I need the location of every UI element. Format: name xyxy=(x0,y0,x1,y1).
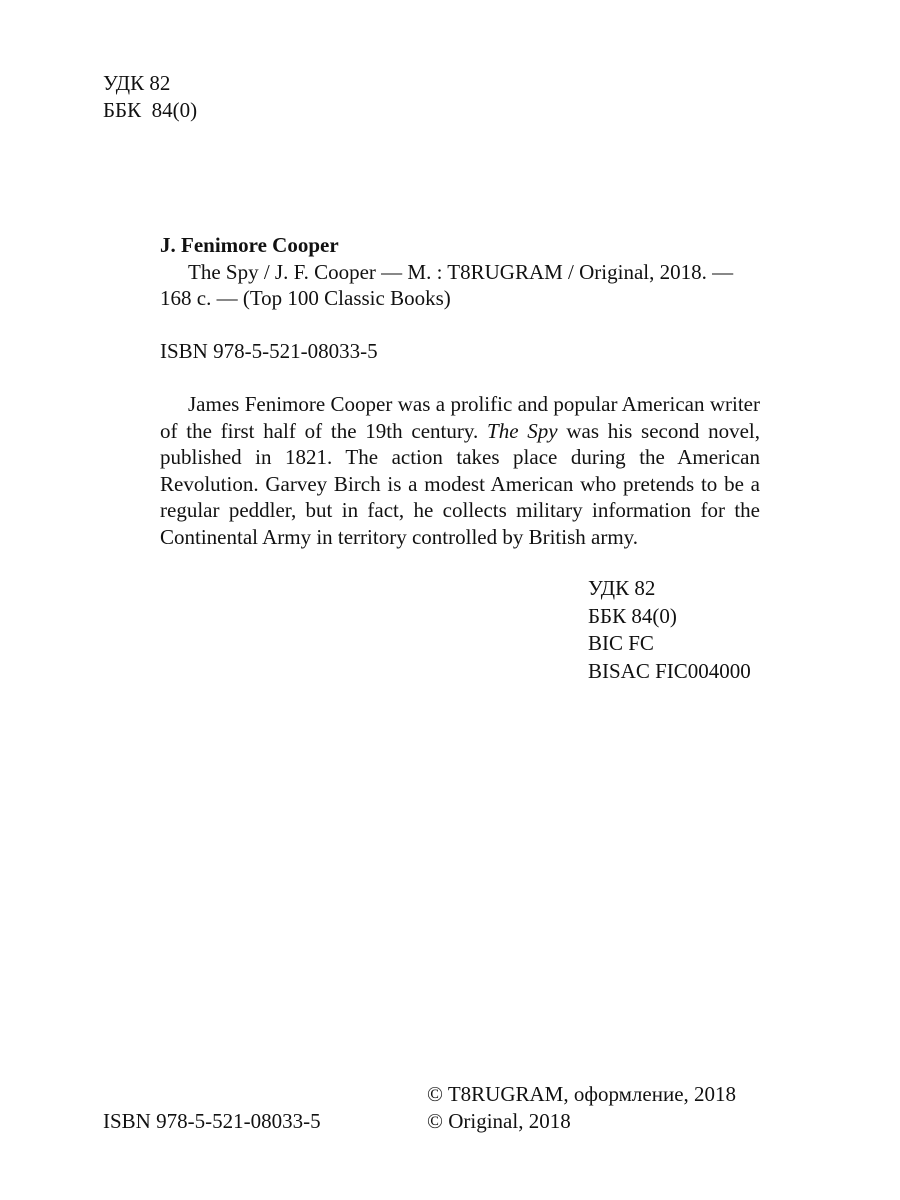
isbn: ISBN 978-5-521-08033-5 xyxy=(160,339,378,363)
bisac-code: BISAC FIC004000 xyxy=(588,658,751,683)
annotation-text-1: James Fenimore Cooper was a prolific and popular American writer of the first half of the 19th century. xyxy=(160,392,760,443)
annotation-text-2: was his second novel, published in 1821. The action takes place during the American Revolution. Garvey Birch is a modest American who pretends to be a regular peddler, but in fact, he collects military information for the Continental Army in territory controlled by British army. xyxy=(160,418,760,549)
isbn-footer: ISBN 978-5-521-08033-5 xyxy=(103,1109,321,1133)
bic-code: BIC FC xyxy=(588,631,654,655)
bbk-code: ББК 84(0) xyxy=(103,98,198,122)
udk-code: УДК 82 xyxy=(103,71,171,95)
book-title-italic: The Spy xyxy=(487,418,558,443)
classification-top xyxy=(103,70,197,124)
udk-code-right: УДК 82 xyxy=(588,576,656,600)
copyright-original: © Original, 2018 xyxy=(427,1109,571,1133)
annotation-paragraph xyxy=(160,391,760,550)
classification-right xyxy=(588,575,751,685)
copyright-block xyxy=(427,1081,736,1135)
bbk-code-right: ББК 84(0) xyxy=(588,603,677,628)
bibliographic-citation: The Spy / J. F. Cooper — M. : T8RUGRAM / Original, 2018. — 168 с. — (Top 100 Classic Books) xyxy=(160,260,734,310)
author-name: J. Fenimore Cooper xyxy=(160,233,339,257)
copyright-design: © T8RUGRAM, оформление, 2018 xyxy=(427,1082,737,1106)
